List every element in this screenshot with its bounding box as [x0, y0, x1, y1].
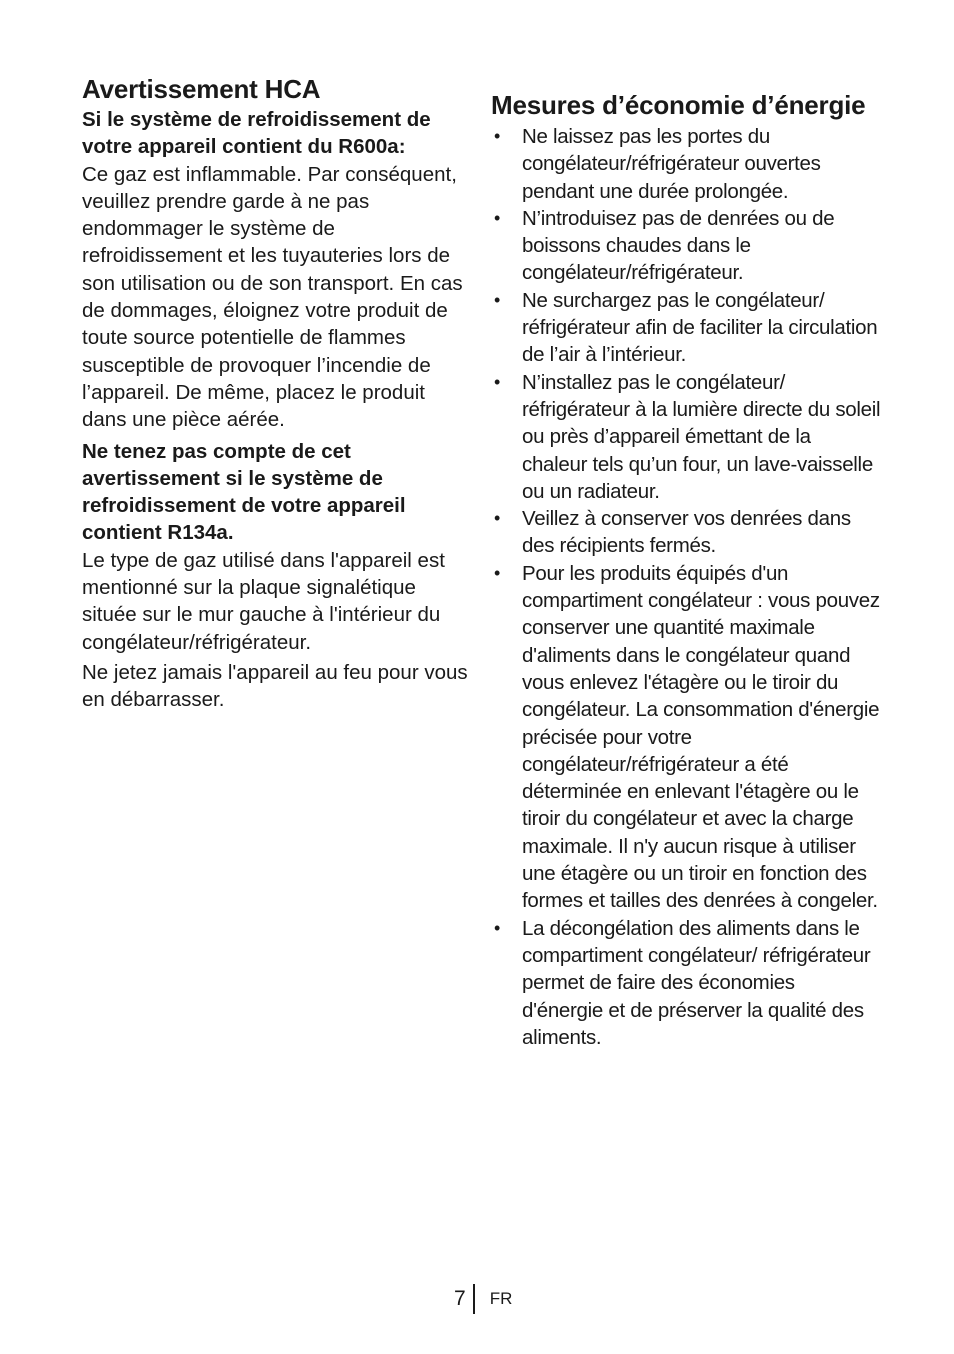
bullet-icon: • [493, 289, 500, 310]
bullet-icon: • [493, 917, 500, 938]
list-item-text: Pour les produits équipés d'un compartiment congélateur : vous pouvez conserver une quantité maximale d'aliments dans le congélateur quand vous enlevez l'étagère ou le tiroir du congélateur. La consommation d'énergie précisée pour votre congélateur/réfrigérateur a été déterminée en enlevant l'étagère ou le tiroir du congélateur et avec la charge maximale. Il n'y aucun risque à utiliser une étagère ou un tiroir en fonction des formes et tailles des denrées à congeler. [522, 561, 880, 913]
list-item-text: Ne surchargez pas le congélateur/ réfrigérateur afin de faciliter la circulation de l’air à l’intérieur. [522, 288, 878, 367]
list-item [491, 915, 881, 1051]
list-item-text: Ne laissez pas les portes du congélateur/réfrigérateur ouvertes pendant une durée prolongée. [522, 125, 821, 203]
left-column [82, 76, 468, 714]
list-item-text: N’installez pas le congélateur/ réfrigérateur à la lumière directe du soleil ou près d’appareil émettant de la chaleur tels qu’un four, un lave-vaisselle ou un radiateur. [522, 370, 881, 503]
r600a-warning-text: Ce gaz est inflammable. Par conséquent, veuillez prendre garde à ne pas endommager le système de refroidissement et les tuyauteries lors de son utilisation ou de son transport. En cas de dommages, éloignez votre produit de toute source potentielle de flammes susceptible de provoquer l’incendie de l’appareil. De même, placez le produit dans une pièce aérée. [82, 162, 463, 432]
hca-warning-title: Avertissement HCA [82, 74, 321, 104]
list-item-text: La décongélation des aliments dans le compartiment congélateur/ réfrigérateur permet de faire des économies d'énergie et de préserver la qualité des aliments. [522, 916, 871, 1049]
language-code: FR [489, 1289, 513, 1308]
bullet-icon: • [493, 207, 500, 228]
gas-type-note: Le type de gaz utilisé dans l'appareil est mentionné sur la plaque signalétique située sur le mur gauche à l'intérieur du congélateur/réfrigérateur. [82, 548, 445, 654]
bullet-icon: • [493, 371, 500, 392]
page-footer [454, 1284, 512, 1314]
right-column [491, 92, 881, 1051]
list-item-text: N’introduisez pas de denrées ou de boissons chaudes dans le congélateur/réfrigérateur. [522, 206, 835, 285]
footer-divider [473, 1284, 475, 1314]
disposal-warning: Ne jetez jamais l'appareil au feu pour vous en débarrasser. [82, 660, 468, 712]
r600a-warning-heading: Si le système de refroidissement de votre appareil contient du R600a: [82, 108, 431, 159]
bullet-icon: • [493, 508, 500, 529]
list-item [491, 205, 881, 287]
bullet-icon: • [493, 126, 500, 146]
r134a-note-heading: Ne tenez pas compte de cet avertissement si le système de refroidissement de votre appareil contient R134a. [82, 439, 406, 545]
list-item [491, 123, 881, 205]
page-number: 7 [454, 1287, 466, 1310]
energy-saving-title: Mesures d’économie d’énergie [491, 90, 866, 120]
list-item [491, 505, 881, 560]
list-item [491, 560, 881, 915]
list-item [491, 287, 881, 369]
energy-saving-list [491, 123, 881, 1051]
bullet-icon: • [493, 562, 500, 583]
list-item-text: Veillez à conserver vos denrées dans des récipients fermés. [522, 507, 851, 558]
list-item [491, 369, 881, 505]
